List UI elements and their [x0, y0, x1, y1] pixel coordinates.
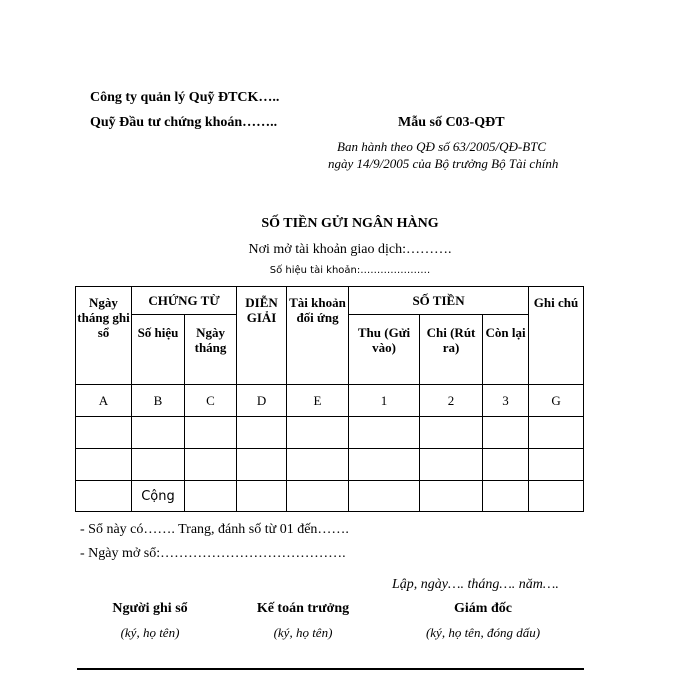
recorder-signature: (ký, họ tên) [120, 625, 180, 640]
open-date-note: - Ngày mở sổ:…………………………………. [80, 546, 346, 561]
empty-cell [529, 417, 584, 449]
page-count-note: - Sổ này có……. Trang, đánh số từ 01 đến……. [80, 522, 349, 537]
empty-cell [529, 481, 584, 512]
fund-name: Quỹ Đầu tư chứng khoán…….. [90, 115, 278, 130]
total-label: Cộng [132, 481, 185, 512]
empty-cell [237, 417, 287, 449]
empty-cell [420, 481, 483, 512]
code-cell: 2 [420, 385, 483, 417]
empty-cell [185, 481, 237, 512]
code-cell: 3 [483, 385, 529, 417]
header-note: Ghi chú [529, 287, 584, 385]
ledger-table [75, 286, 584, 512]
empty-cell [76, 417, 132, 449]
empty-cell [483, 481, 529, 512]
code-cell: E [287, 385, 349, 417]
empty-cell [529, 449, 584, 481]
code-cell: C [185, 385, 237, 417]
header-contra-account: Tài khoản đối ứng [287, 287, 349, 385]
empty-cell [237, 481, 287, 512]
empty-cell [349, 481, 420, 512]
empty-cell [237, 449, 287, 481]
empty-cell [287, 449, 349, 481]
bottom-divider [77, 668, 584, 670]
header-description: DIỄN GIẢI [237, 287, 287, 385]
recorder-title: Người ghi sổ [112, 601, 188, 616]
total-row [76, 481, 584, 512]
empty-cell [287, 417, 349, 449]
code-cell: D [237, 385, 287, 417]
empty-cell [483, 449, 529, 481]
table-row [76, 417, 584, 449]
code-cell: A [76, 385, 132, 417]
empty-cell [132, 417, 185, 449]
empty-cell [185, 417, 237, 449]
director-title: Giám đốc [454, 601, 512, 616]
code-cell: B [132, 385, 185, 417]
accountant-title: Kế toán trưởng [256, 601, 350, 616]
account-place: Nơi mở tài khoản giao dịch:………. [248, 242, 452, 257]
empty-cell [287, 481, 349, 512]
header-date-recorded: Ngày tháng ghi sổ [76, 287, 132, 385]
issued-decision: Ban hành theo QĐ số 63/2005/QĐ-BTC [337, 139, 547, 154]
company-name: Công ty quản lý Quỹ ĐTCK….. [90, 90, 280, 105]
table-row [76, 449, 584, 481]
prepared-date: Lập, ngày…. tháng…. năm…. [392, 577, 559, 592]
empty-cell [420, 449, 483, 481]
header-voucher-date: Ngày tháng [185, 315, 237, 385]
empty-cell [420, 417, 483, 449]
empty-cell [76, 481, 132, 512]
header-amount-group: SỐ TIỀN [349, 287, 529, 315]
header-withdraw: Chi (Rút ra) [420, 315, 483, 385]
header-deposit: Thu (Gửi vào) [349, 315, 420, 385]
form-code: Mẫu số C03-QĐT [398, 115, 505, 130]
empty-cell [76, 449, 132, 481]
issued-date: ngày 14/9/2005 của Bộ trưởng Bộ Tài chính [328, 156, 559, 171]
code-cell: 1 [349, 385, 420, 417]
code-cell: G [529, 385, 584, 417]
empty-cell [132, 449, 185, 481]
accountant-signature: (ký, họ tên) [273, 625, 333, 640]
empty-cell [349, 417, 420, 449]
director-signature: (ký, họ tên, đóng dấu) [425, 625, 541, 640]
empty-cell [185, 449, 237, 481]
header-balance: Còn lại [483, 315, 529, 385]
empty-cell [483, 417, 529, 449]
document-title: SỐ TIỀN GỬI NGÂN HÀNG [261, 216, 439, 231]
header-voucher-group: CHỨNG TỪ [132, 287, 237, 315]
header-voucher-number: Số hiệu [132, 315, 185, 385]
account-number: Số hiệu tài khoản:………………… [269, 265, 431, 276]
code-row [76, 385, 584, 417]
empty-cell [349, 449, 420, 481]
